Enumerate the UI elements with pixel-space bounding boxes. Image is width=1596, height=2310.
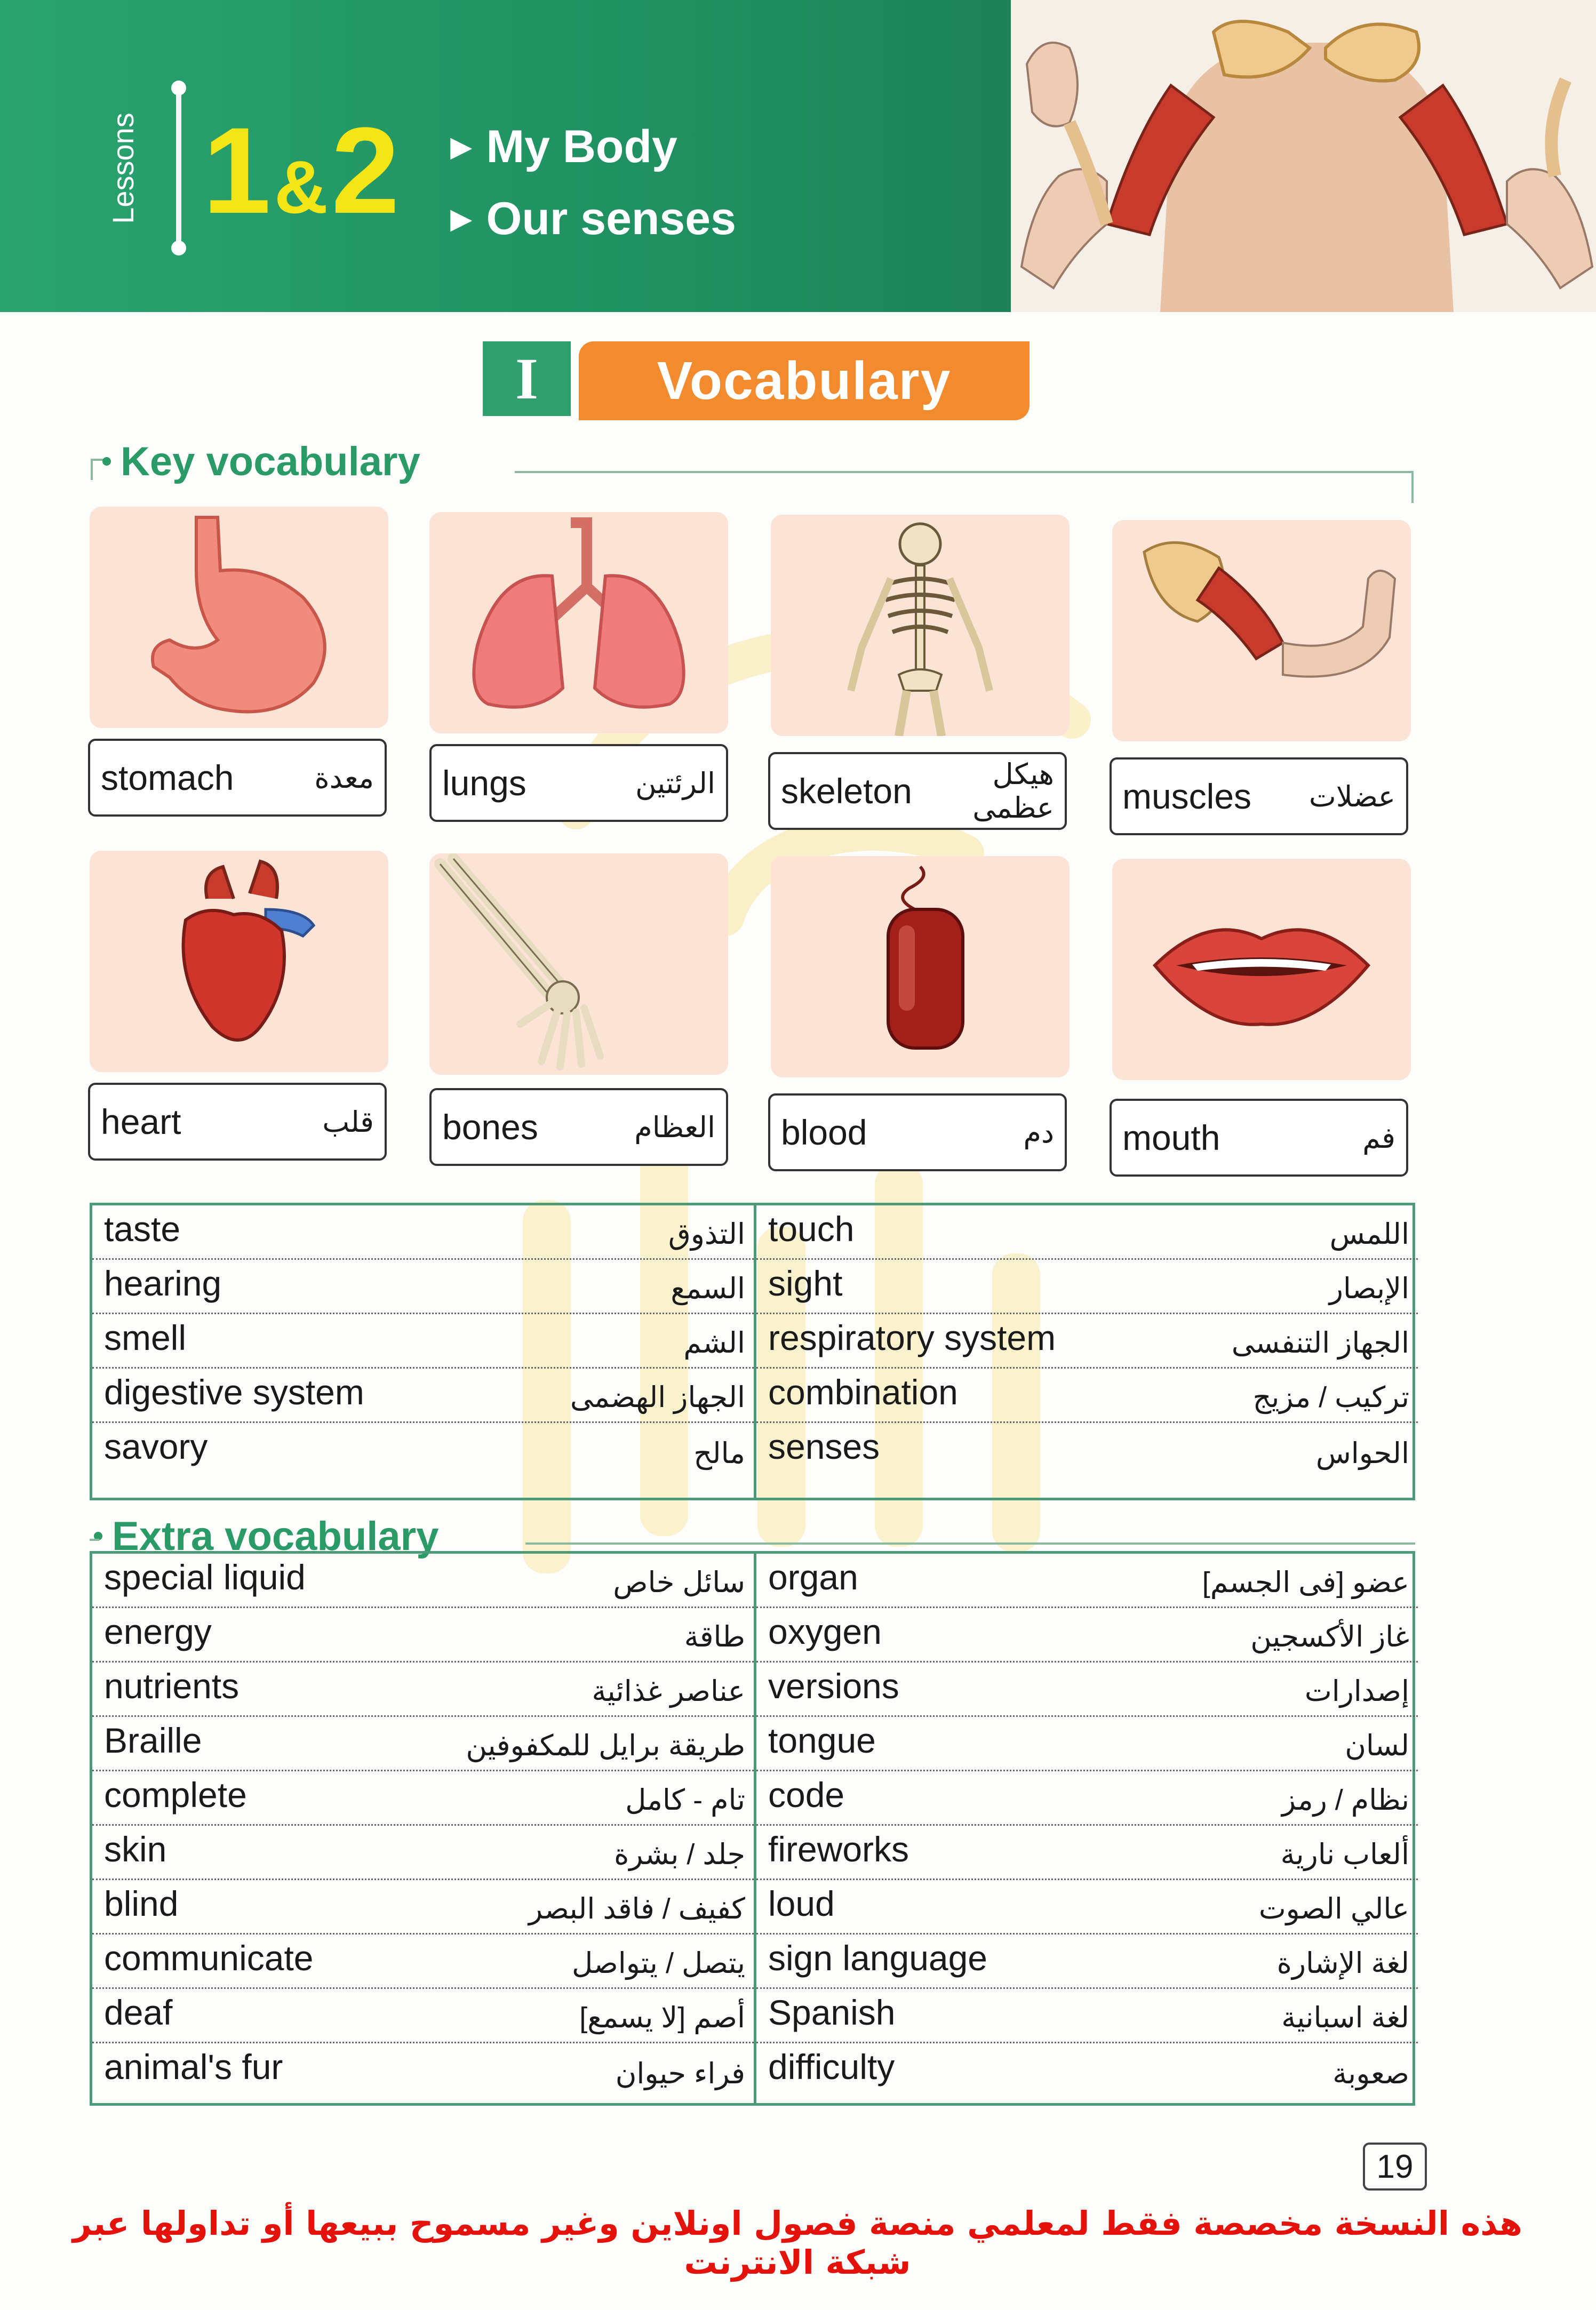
table-row: sight الإبصار bbox=[756, 1260, 1418, 1314]
mouth-icon bbox=[1112, 859, 1411, 1080]
table-row: communicate يتصل / يتواصل bbox=[92, 1935, 754, 1989]
vocab-label-heart: heart قلب bbox=[88, 1083, 387, 1161]
heading-bracket bbox=[90, 1539, 99, 1541]
vocab-card-stomach bbox=[90, 507, 388, 728]
heart-icon bbox=[90, 851, 388, 1072]
vocab-label-blood: blood دم bbox=[768, 1093, 1067, 1171]
section-title: Vocabulary bbox=[579, 341, 1030, 420]
lesson-number: 1 & 2 bbox=[203, 102, 400, 239]
blood-bag-icon bbox=[771, 856, 1070, 1077]
table-row: special liquid سائل خاص bbox=[92, 1554, 754, 1608]
table-row: hearing السمع bbox=[92, 1260, 754, 1314]
bones-icon bbox=[429, 853, 728, 1075]
vocab-card-blood bbox=[771, 856, 1070, 1077]
vocab-card-muscles bbox=[1112, 520, 1411, 741]
vocab-card-heart bbox=[90, 851, 388, 1072]
extra-vocabulary-table bbox=[90, 1551, 1415, 2106]
topic-our-senses: ▶ Our senses bbox=[451, 193, 736, 244]
table-row: animal's fur فراء حيوان bbox=[104, 2047, 745, 2090]
table-row: touch اللمس bbox=[756, 1205, 1418, 1260]
key-vocabulary-heading: Key vocabulary bbox=[95, 435, 420, 488]
page-number: 19 bbox=[1363, 2143, 1427, 2191]
table-row: difficulty صعوبة bbox=[768, 2047, 1409, 2090]
table-row: Braille طريقة برايل للمكفوفين bbox=[92, 1717, 754, 1771]
table-row: tongue لسان bbox=[756, 1717, 1418, 1771]
table-row: deaf أصم [لا يسمع] bbox=[92, 1989, 754, 2043]
table-row: code نظام / رمز bbox=[756, 1771, 1418, 1826]
vocab-label-stomach: stomach معدة bbox=[88, 739, 387, 817]
vocab-label-skeleton: skeleton هيكل عظمى bbox=[768, 752, 1067, 830]
table-row: Spanish لغة اسبانية bbox=[756, 1989, 1418, 2043]
table-row: smell الشم bbox=[92, 1314, 754, 1369]
table-row: taste التذوق bbox=[92, 1205, 754, 1260]
table-row: blind كفيف / فاقد البصر bbox=[92, 1880, 754, 1935]
skeleton-icon bbox=[771, 515, 1070, 736]
table-row: organ عضو [فى الجسم] bbox=[756, 1554, 1418, 1608]
heading-bracket bbox=[1411, 471, 1414, 503]
table-row: digestive system الجهاز الهضمى bbox=[92, 1369, 754, 1423]
vocab-card-lungs bbox=[429, 512, 728, 733]
triangle-right-icon: ▶ bbox=[451, 132, 472, 162]
copyright-notice: هذه النسخة مخصصة فقط لمعلمي منصة فصول اونلاين وغير مسموح ببيعها أو تداولها عبر شبكة الانترنت bbox=[73, 2204, 1522, 2282]
topic-my-body: ▶ My Body bbox=[451, 121, 677, 172]
vocab-label-mouth: mouth فم bbox=[1110, 1099, 1408, 1177]
stomach-icon bbox=[90, 507, 388, 728]
vocab-card-skeleton bbox=[771, 515, 1070, 736]
table-row: sign language لغة الإشارة bbox=[756, 1935, 1418, 1989]
table-row: nutrients عناصر غذائية bbox=[92, 1662, 754, 1717]
lungs-icon bbox=[429, 512, 728, 733]
muscles-icon bbox=[1112, 520, 1411, 741]
triangle-right-icon: ▶ bbox=[451, 204, 472, 234]
header-divider bbox=[176, 88, 181, 248]
extra-vocabulary-heading: Extra vocabulary bbox=[86, 1509, 439, 1563]
vocab-label-bones: bones العظام bbox=[429, 1088, 728, 1166]
heading-rule bbox=[515, 471, 1414, 473]
table-row: loud عالي الصوت bbox=[756, 1880, 1418, 1935]
vocab-card-mouth bbox=[1112, 859, 1411, 1080]
shoulder-muscles-illustration bbox=[1011, 0, 1596, 312]
section-number: I bbox=[483, 341, 571, 416]
table-row: skin جلد / بشرة bbox=[92, 1826, 754, 1880]
heading-rule bbox=[525, 1542, 1415, 1545]
table-row: complete تام - كامل bbox=[92, 1771, 754, 1826]
table-row: respiratory system الجهاز التنفسى bbox=[756, 1314, 1418, 1369]
table-row: oxygen غاز الأكسجين bbox=[756, 1608, 1418, 1662]
table-row: energy طاقة bbox=[92, 1608, 754, 1662]
table-row: fireworks ألعاب نارية bbox=[756, 1826, 1418, 1880]
vocab-label-lungs: lungs الرئتين bbox=[429, 744, 728, 822]
table-row: senses الحواس bbox=[768, 1427, 1409, 1469]
vocab-card-bones bbox=[429, 853, 728, 1075]
table-row: savory مالح bbox=[104, 1427, 745, 1469]
key-vocabulary-table bbox=[90, 1203, 1415, 1500]
table-row: versions إصدارات bbox=[756, 1662, 1418, 1717]
vocab-label-muscles: muscles عضلات bbox=[1110, 757, 1408, 835]
lessons-label: Lessons bbox=[106, 112, 140, 224]
table-row: combination تركيب / مزيج bbox=[756, 1369, 1418, 1423]
heading-bracket bbox=[91, 459, 93, 480]
